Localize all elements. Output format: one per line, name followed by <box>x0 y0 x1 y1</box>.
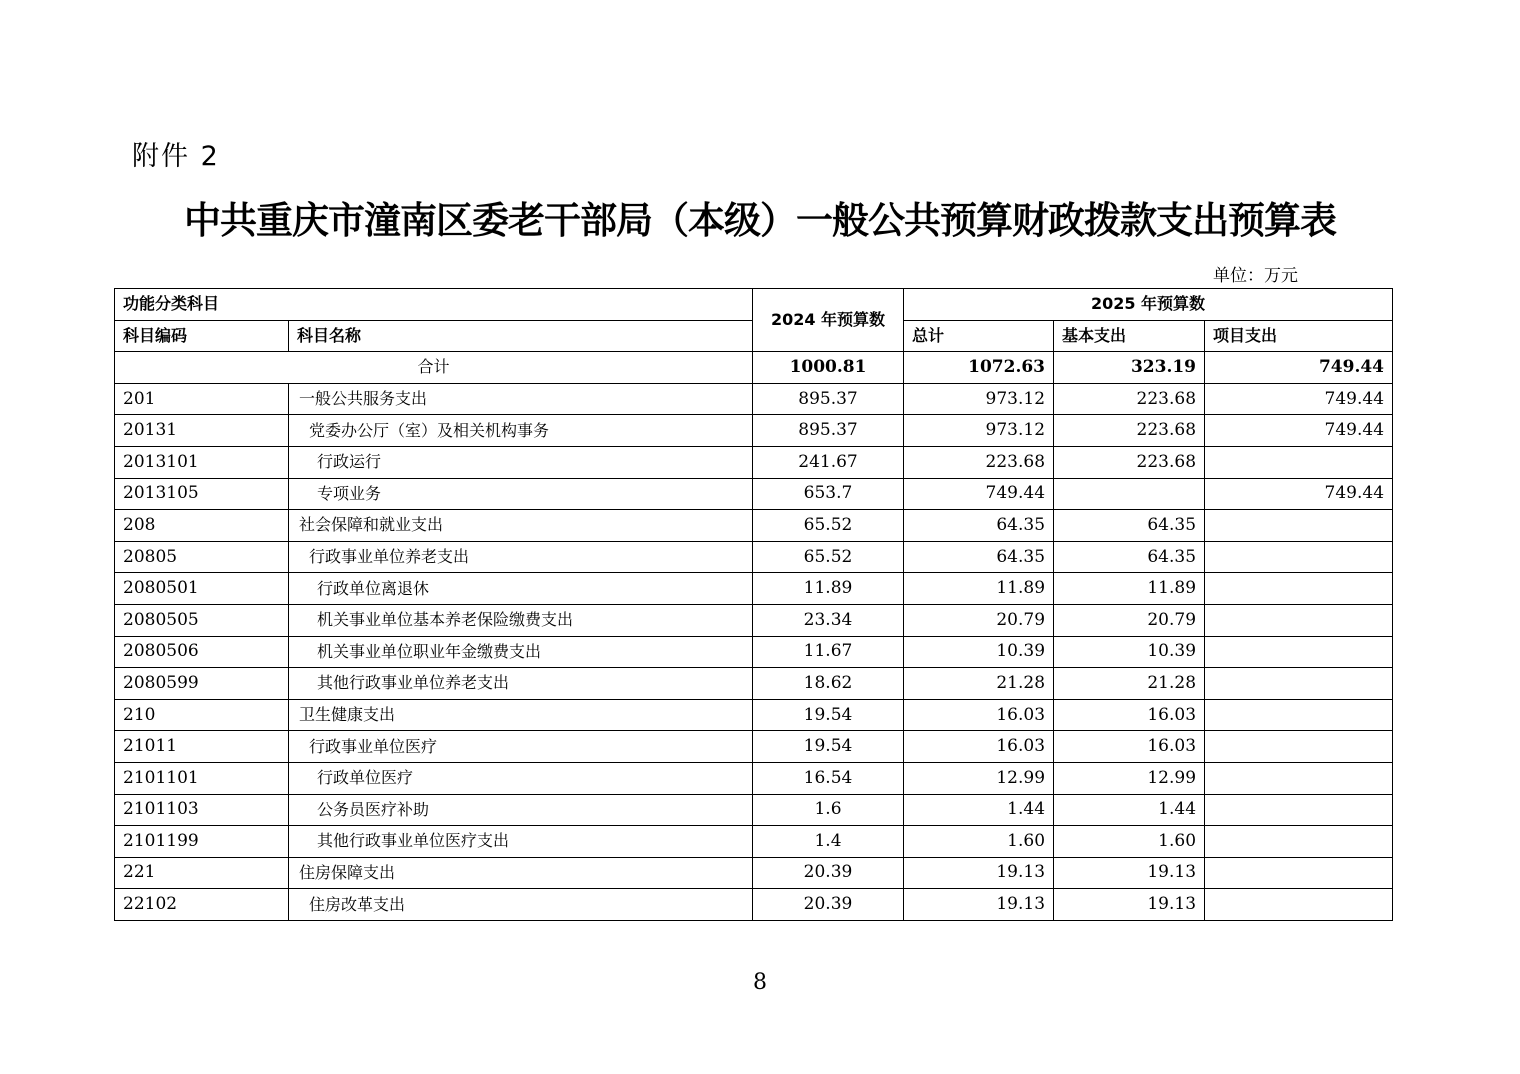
cell-budget-2024: 653.7 <box>753 478 904 510</box>
header-row-1 <box>115 289 1393 321</box>
cell-total: 16.03 <box>904 699 1054 731</box>
header-budget-2024: 2024 年预算数 <box>753 289 904 352</box>
table-row <box>115 604 1393 636</box>
cell-name: 行政事业单位医疗 <box>289 731 753 763</box>
cell-total: 749.44 <box>904 478 1054 510</box>
cell-basic: 1.44 <box>1054 794 1205 826</box>
cell-name: 党委办公厅（室）及相关机构事务 <box>289 415 753 447</box>
cell-project <box>1205 446 1393 478</box>
total-project: 749.44 <box>1205 352 1393 384</box>
cell-name: 机关事业单位职业年金缴费支出 <box>289 636 753 668</box>
header-basic: 基本支出 <box>1054 320 1205 352</box>
cell-basic: 64.35 <box>1054 541 1205 573</box>
cell-basic: 1.60 <box>1054 826 1205 858</box>
table-row <box>115 636 1393 668</box>
page-number: 8 <box>753 970 767 995</box>
cell-project <box>1205 636 1393 668</box>
cell-project <box>1205 510 1393 542</box>
total-label: 合计 <box>115 352 753 384</box>
total-basic: 323.19 <box>1054 352 1205 384</box>
table-row <box>115 383 1393 415</box>
header-code: 科目编码 <box>115 320 289 352</box>
cell-name: 行政单位医疗 <box>289 762 753 794</box>
attachment-label: 附件 2 <box>132 141 220 172</box>
cell-total: 19.13 <box>904 889 1054 921</box>
cell-name: 卫生健康支出 <box>289 699 753 731</box>
cell-total: 64.35 <box>904 541 1054 573</box>
cell-total: 12.99 <box>904 762 1054 794</box>
cell-project <box>1205 668 1393 700</box>
cell-budget-2024: 19.54 <box>753 731 904 763</box>
cell-basic <box>1054 478 1205 510</box>
cell-code: 2101103 <box>115 794 289 826</box>
cell-budget-2024: 20.39 <box>753 889 904 921</box>
total-budget-2024: 1000.81 <box>753 352 904 384</box>
cell-code: 20805 <box>115 541 289 573</box>
cell-project <box>1205 731 1393 763</box>
total-total: 1072.63 <box>904 352 1054 384</box>
cell-project <box>1205 541 1393 573</box>
cell-code: 2080505 <box>115 604 289 636</box>
cell-code: 201 <box>115 383 289 415</box>
cell-basic: 223.68 <box>1054 446 1205 478</box>
cell-budget-2024: 16.54 <box>753 762 904 794</box>
cell-budget-2024: 11.89 <box>753 573 904 605</box>
cell-total: 64.35 <box>904 510 1054 542</box>
cell-budget-2024: 1.4 <box>753 826 904 858</box>
table-row <box>115 415 1393 447</box>
cell-name: 行政单位离退休 <box>289 573 753 605</box>
cell-code: 21011 <box>115 731 289 763</box>
cell-project <box>1205 604 1393 636</box>
cell-code: 210 <box>115 699 289 731</box>
cell-project <box>1205 889 1393 921</box>
cell-basic: 10.39 <box>1054 636 1205 668</box>
cell-budget-2024: 1.6 <box>753 794 904 826</box>
cell-budget-2024: 895.37 <box>753 383 904 415</box>
cell-total: 223.68 <box>904 446 1054 478</box>
cell-basic: 20.79 <box>1054 604 1205 636</box>
cell-code: 2013101 <box>115 446 289 478</box>
total-row <box>115 352 1393 384</box>
cell-budget-2024: 23.34 <box>753 604 904 636</box>
cell-basic: 16.03 <box>1054 731 1205 763</box>
cell-name: 其他行政事业单位医疗支出 <box>289 826 753 858</box>
header-category: 功能分类科目 <box>115 289 753 321</box>
cell-name: 其他行政事业单位养老支出 <box>289 668 753 700</box>
table-row <box>115 762 1393 794</box>
cell-total: 973.12 <box>904 415 1054 447</box>
cell-total: 1.60 <box>904 826 1054 858</box>
cell-total: 16.03 <box>904 731 1054 763</box>
header-total: 总计 <box>904 320 1054 352</box>
table-row <box>115 510 1393 542</box>
header-project: 项目支出 <box>1205 320 1393 352</box>
cell-code: 2101199 <box>115 826 289 858</box>
table-row <box>115 699 1393 731</box>
table-row <box>115 573 1393 605</box>
cell-total: 21.28 <box>904 668 1054 700</box>
cell-name: 社会保障和就业支出 <box>289 510 753 542</box>
cell-code: 208 <box>115 510 289 542</box>
cell-budget-2024: 65.52 <box>753 510 904 542</box>
cell-basic: 223.68 <box>1054 383 1205 415</box>
cell-basic: 21.28 <box>1054 668 1205 700</box>
cell-name: 专项业务 <box>289 478 753 510</box>
cell-project <box>1205 794 1393 826</box>
cell-code: 2080501 <box>115 573 289 605</box>
table-row <box>115 446 1393 478</box>
table-row <box>115 478 1393 510</box>
cell-name: 住房改革支出 <box>289 889 753 921</box>
cell-budget-2024: 11.67 <box>753 636 904 668</box>
cell-total: 11.89 <box>904 573 1054 605</box>
cell-budget-2024: 241.67 <box>753 446 904 478</box>
cell-project: 749.44 <box>1205 383 1393 415</box>
cell-project <box>1205 573 1393 605</box>
table-row <box>115 731 1393 763</box>
cell-project <box>1205 762 1393 794</box>
cell-budget-2024: 895.37 <box>753 415 904 447</box>
cell-name: 一般公共服务支出 <box>289 383 753 415</box>
table-row <box>115 794 1393 826</box>
cell-project <box>1205 857 1393 889</box>
header-name: 科目名称 <box>289 320 753 352</box>
cell-code: 2101101 <box>115 762 289 794</box>
cell-budget-2024: 19.54 <box>753 699 904 731</box>
cell-code: 22102 <box>115 889 289 921</box>
cell-code: 2080599 <box>115 668 289 700</box>
document-title: 中共重庆市潼南区委老干部局（本级）一般公共预算财政拨款支出预算表 <box>184 199 1336 242</box>
table-row <box>115 541 1393 573</box>
cell-total: 10.39 <box>904 636 1054 668</box>
cell-name: 住房保障支出 <box>289 857 753 889</box>
budget-table <box>114 288 1393 921</box>
cell-budget-2024: 65.52 <box>753 541 904 573</box>
cell-budget-2024: 18.62 <box>753 668 904 700</box>
cell-total: 19.13 <box>904 857 1054 889</box>
cell-basic: 64.35 <box>1054 510 1205 542</box>
cell-code: 20131 <box>115 415 289 447</box>
cell-project <box>1205 699 1393 731</box>
table-row <box>115 857 1393 889</box>
cell-code: 221 <box>115 857 289 889</box>
cell-name: 公务员医疗补助 <box>289 794 753 826</box>
cell-basic: 11.89 <box>1054 573 1205 605</box>
cell-budget-2024: 20.39 <box>753 857 904 889</box>
cell-total: 20.79 <box>904 604 1054 636</box>
unit-label: 单位：万元 <box>1213 266 1298 286</box>
cell-total: 1.44 <box>904 794 1054 826</box>
cell-code: 2080506 <box>115 636 289 668</box>
cell-basic: 223.68 <box>1054 415 1205 447</box>
cell-name: 行政运行 <box>289 446 753 478</box>
table-row <box>115 668 1393 700</box>
cell-project <box>1205 826 1393 858</box>
cell-name: 行政事业单位养老支出 <box>289 541 753 573</box>
table-row <box>115 826 1393 858</box>
cell-project: 749.44 <box>1205 478 1393 510</box>
cell-basic: 19.13 <box>1054 889 1205 921</box>
cell-total: 973.12 <box>904 383 1054 415</box>
cell-basic: 19.13 <box>1054 857 1205 889</box>
cell-basic: 16.03 <box>1054 699 1205 731</box>
cell-name: 机关事业单位基本养老保险缴费支出 <box>289 604 753 636</box>
header-budget-2025: 2025 年预算数 <box>904 289 1393 321</box>
cell-code: 2013105 <box>115 478 289 510</box>
cell-basic: 12.99 <box>1054 762 1205 794</box>
table-row <box>115 889 1393 921</box>
cell-project: 749.44 <box>1205 415 1393 447</box>
